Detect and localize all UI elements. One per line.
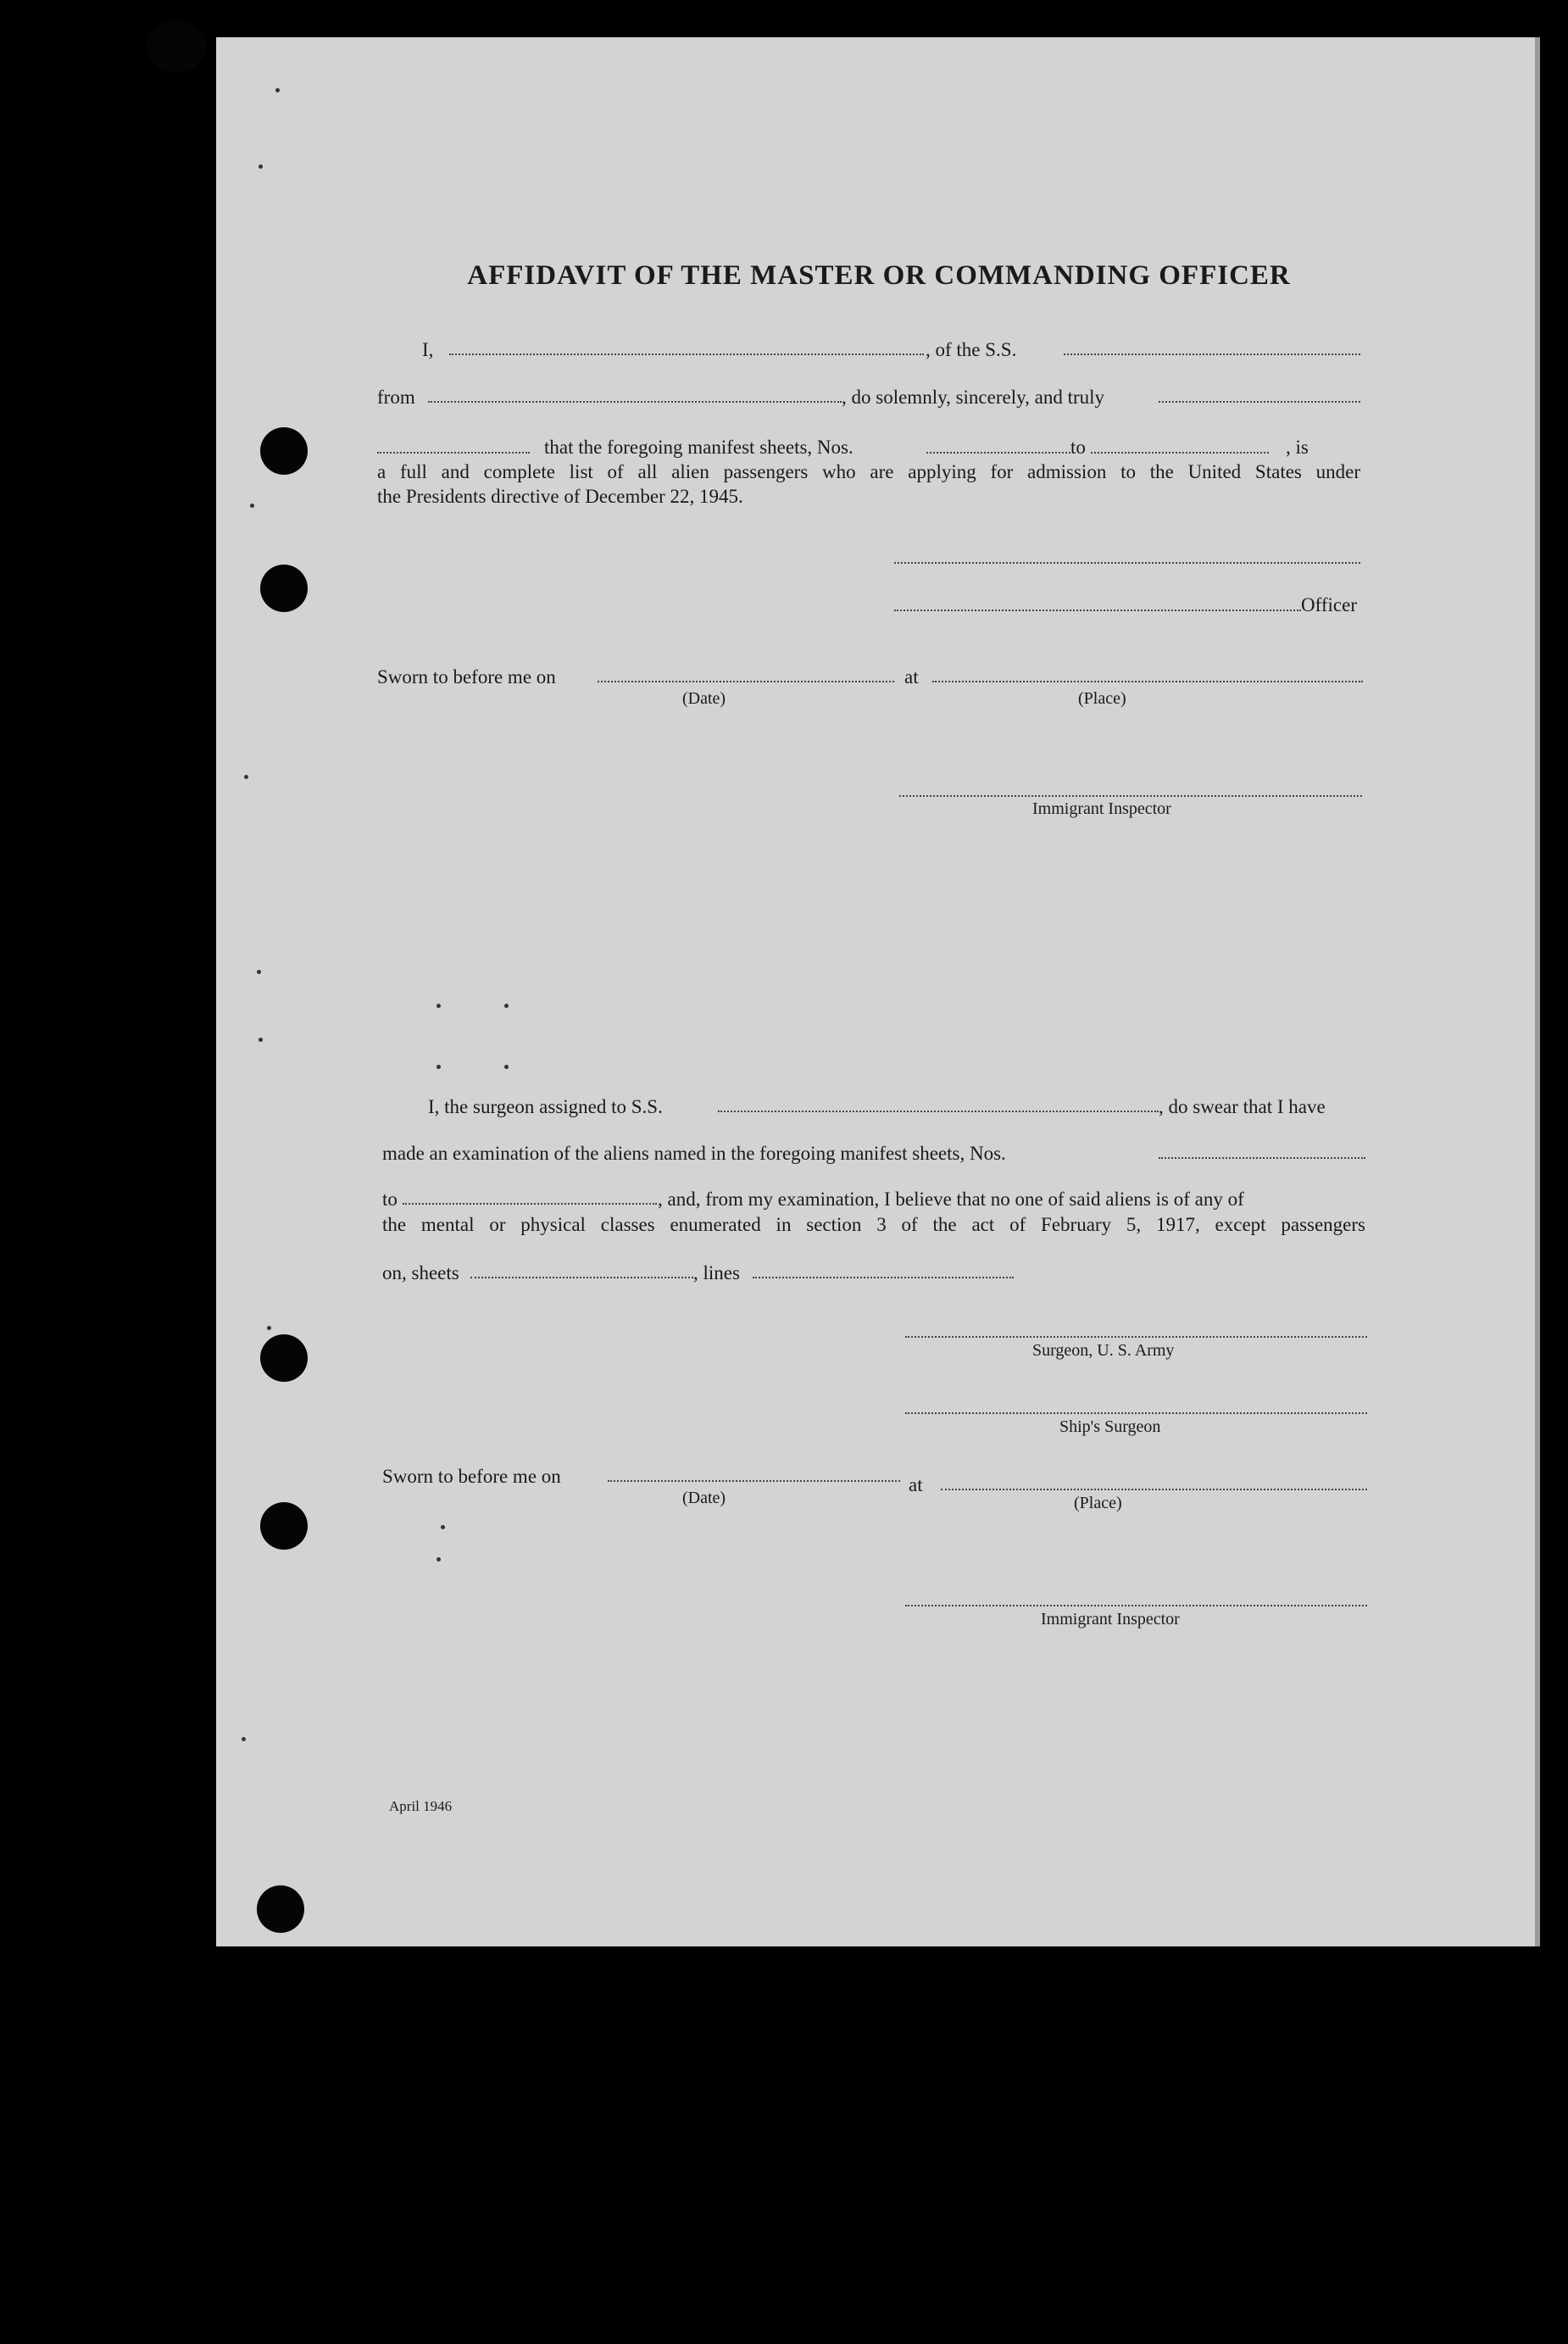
solemnly-field[interactable] <box>1159 401 1360 403</box>
declaration-field[interactable] <box>377 452 530 454</box>
surgeon-to-field[interactable] <box>403 1203 657 1205</box>
from-label: from <box>377 387 415 408</box>
do-solemnly-label: , do solemnly, sincerely, and truly <box>842 387 1105 408</box>
at-label: at <box>904 666 919 688</box>
master-directive-line: the Presidents directive of December 22, 1945. <box>377 486 743 507</box>
surgeon-examination-line: made an examination of the aliens named in the foregoing manifest sheets, Nos. <box>382 1143 1006 1164</box>
sworn2-date-field[interactable] <box>608 1480 900 1482</box>
sheet-from-field[interactable] <box>926 452 1070 454</box>
punch-hole <box>257 1885 304 1933</box>
on-sheets-field[interactable] <box>470 1277 693 1278</box>
on-sheets-label: on, sheets <box>382 1262 459 1283</box>
punch-hole <box>260 427 308 475</box>
master-i-label: I, <box>422 339 434 360</box>
sworn2-place-field[interactable] <box>941 1489 1367 1490</box>
sworn-place-field[interactable] <box>932 681 1363 682</box>
master-name-field[interactable] <box>449 354 924 355</box>
lines-label: , lines <box>693 1262 740 1283</box>
ships-surgeon-signature[interactable] <box>905 1412 1367 1414</box>
ship-name-field[interactable] <box>1064 354 1360 355</box>
lines-field[interactable] <box>753 1277 1014 1278</box>
is-label: , is <box>1286 437 1309 458</box>
surgeon-line-start: I, the surgeon assigned to S.S. <box>428 1096 663 1117</box>
punch-hole <box>260 1334 308 1382</box>
surgeon-sheets-field[interactable] <box>1159 1157 1365 1159</box>
officer-signature-field[interactable] <box>894 610 1301 611</box>
surgeon-classes-line: the mental or physical classes enumerated in section 3 of the act of February 5, 1917, except passengers <box>382 1214 1365 1235</box>
ships-surgeon-caption: Ship's Surgeon <box>1059 1417 1161 1436</box>
foregoing-label: that the foregoing manifest sheets, Nos. <box>544 437 854 458</box>
inspector-signature-field[interactable] <box>899 795 1362 797</box>
punch-hole <box>147 20 206 73</box>
form-sheet <box>216 37 1540 1946</box>
sworn2-at-label: at <box>909 1474 923 1495</box>
form-title: AFFIDAVIT OF THE MASTER OR COMMANDING OFFICER <box>467 260 1291 291</box>
sheet-to-field[interactable] <box>1091 452 1269 454</box>
master-statement-line: a full and complete list of all alien passengers who are applying for admission to the United States under <box>377 461 1360 482</box>
date-caption: (Date) <box>682 689 726 708</box>
date2-caption: (Date) <box>682 1489 726 1507</box>
punch-hole <box>260 565 308 612</box>
to-label: to <box>1070 437 1086 458</box>
inspector-caption: Immigrant Inspector <box>1032 799 1171 818</box>
sworn-label: Sworn to before me on <box>377 666 556 688</box>
place2-caption: (Place) <box>1074 1494 1122 1512</box>
surgeon-to-label: to <box>382 1189 398 1210</box>
surgeon-belief-line: , and, from my examination, I believe that no one of said aliens is of any of <box>658 1189 1244 1210</box>
form-date-footer: April 1946 <box>389 1798 453 1814</box>
officer-label: Officer <box>1301 594 1357 615</box>
signature-line[interactable] <box>894 562 1360 564</box>
place-caption: (Place) <box>1078 689 1126 708</box>
inspector2-caption: Immigrant Inspector <box>1041 1610 1180 1629</box>
surgeon-ship-field[interactable] <box>718 1111 1159 1112</box>
from-port-field[interactable] <box>428 401 842 403</box>
army-surgeon-signature[interactable] <box>905 1336 1367 1338</box>
punch-hole <box>260 1502 308 1550</box>
surgeon-line-end: , do swear that I have <box>1159 1096 1326 1117</box>
inspector2-signature-field[interactable] <box>905 1605 1367 1606</box>
sworn-date-field[interactable] <box>598 681 894 682</box>
sworn2-label: Sworn to before me on <box>382 1466 561 1487</box>
army-surgeon-caption: Surgeon, U. S. Army <box>1032 1341 1175 1360</box>
of-ss-label: , of the S.S. <box>926 339 1017 360</box>
